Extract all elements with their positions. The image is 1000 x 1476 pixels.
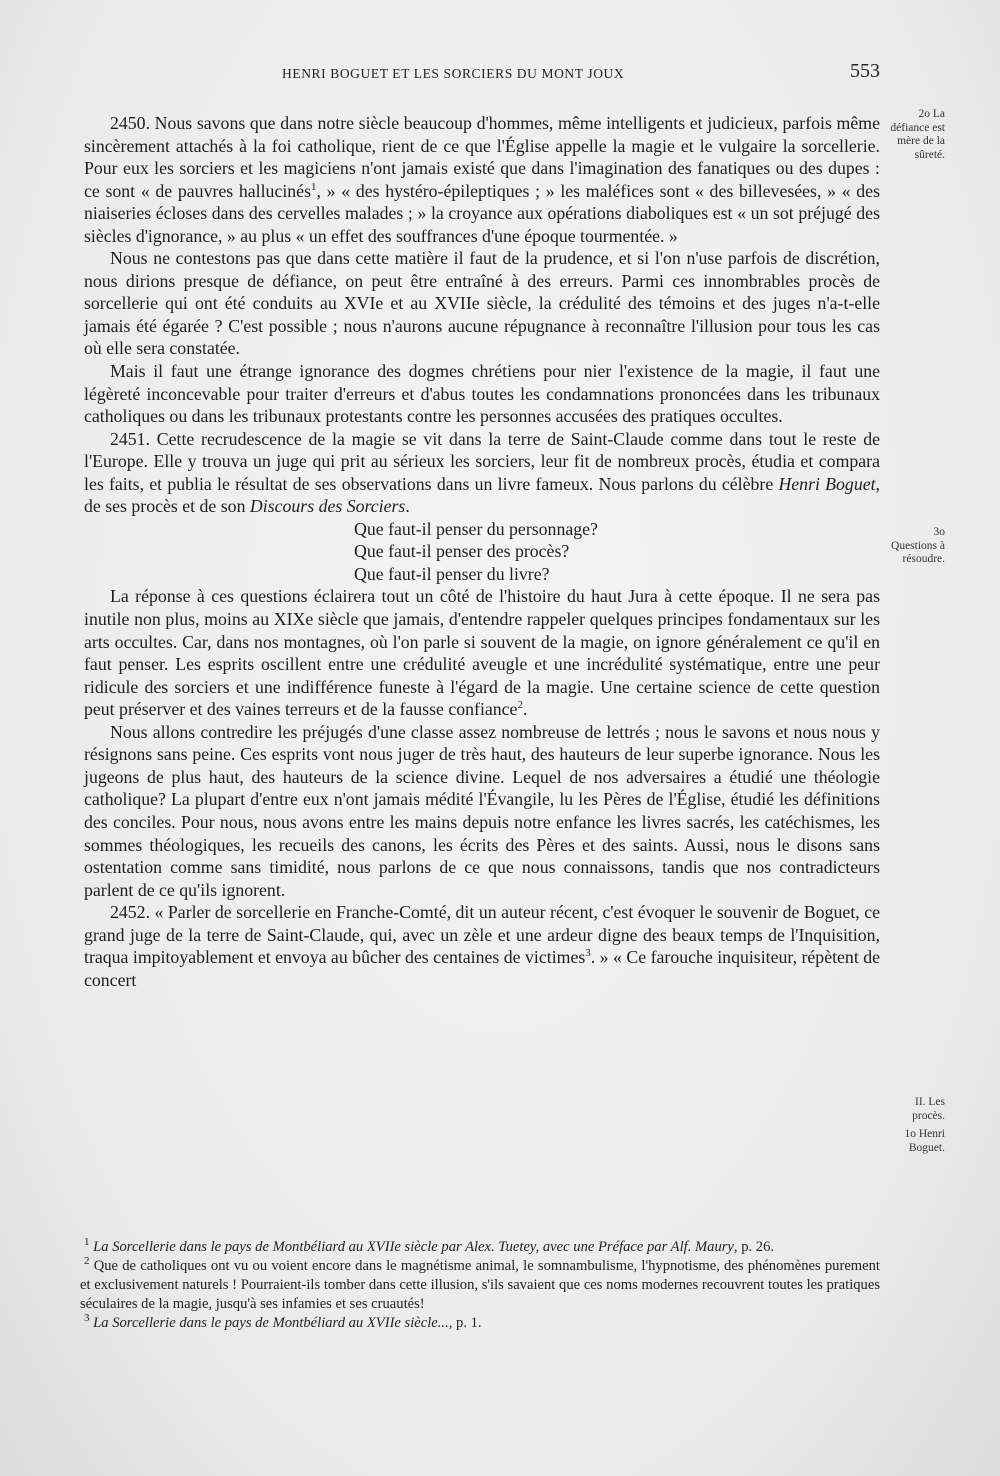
- footnote-ref-2: 2: [517, 699, 523, 712]
- page-number: 553: [850, 60, 880, 82]
- footnote-ref-1: 1: [311, 180, 317, 193]
- question-line: Que faut-il penser du personnage?: [354, 518, 598, 539]
- paragraph: Nous allons contredire les préjugés d'une classe assez nombreuse de lettrés ; nous le savons et nous nous y résignons sans peine. Ces esprits vont nous juger de très haut, des hauteurs de leur superbe ignorance. Nous les jugeons de plus haut, des hauteurs de la science divine. Lequel de nos adversaires a étudié une théologie catholique? La plupart d'entre eux n'ont jamais médité l'Évangile, lu les Pères de l'Église, étudié les définitions des conciles. Pour nous, nous avons entre les mains depuis notre enfance les livres sacrés, les catéchismes, les sommes théologiques, les recueils des canons, les écrits des Pères et des saints. Aussi, nous le disons sans ostentation comme sans timidité, nous parlons de ce que nous connaissons, tandis que nos contradicteurs parlent de ce qu'ils ignorent.: [84, 721, 880, 900]
- footnote-1: $^1$ La Sorcellerie dans le pays de Montbéliard au XVIIe siècle par Alex. Tuetey, avec une Préface par Alf. Maury, p. 26.: [84, 1236, 775, 1255]
- question-line: Que faut-il penser des procès?: [354, 541, 570, 562]
- question-line: Que faut-il penser du livre?: [354, 563, 550, 584]
- header-title: HENRI BOGUET ET LES SORCIERS DU MONT JOUX: [282, 66, 625, 81]
- paragraph-2451: 2451. Cette recrudescence de la magie se vit dans la terre de Saint-Claude comme dans tout le reste de l'Europe. Elle y trouva un juge qui prit au sérieux les sorciers, leur fit de nombreux procès, étudia et compara les faits, et publia le résultat de ses observations dans un livre fameux. Nous parlons du célèbre Henri Boguet, de ses procès et de son Discours des Sorciers.: [84, 428, 880, 517]
- paragraph: Mais il faut une étrange ignorance des dogmes chrétiens pour nier l'existence de la magie, il faut une légèreté inconcevable pour traiter d'erreurs et d'abus toutes les condamnations prononcées dans les tribunaux catholiques ou dans les tribunaux protestants contre les personnes accusées des pratiques occultes.: [84, 361, 880, 427]
- footnote-3: $^3$ La Sorcellerie dans le pays de Montbéliard au XVIIe siècle..., p. 1.: [84, 1312, 482, 1331]
- sidenote: II. Les procès.: [912, 1096, 945, 1122]
- footnote-2: $^2$ Que de catholiques ont vu ou voient encore dans le magnétisme animal, le somnambulisme, l'hypnotisme, des phénomènes purement et exclusivement naturels ! Pourraient-ils tomber dans cette illusion, s'ils savaient que ces noms modernes recouvrent toutes les pratiques séculaires de la magie, jusqu'à ses infamies et ses cruautés!: [80, 1255, 880, 1312]
- sidenote: 2o La défiance est mère de la sûreté.: [890, 108, 945, 161]
- sidenote: 3o Questions à résoudre.: [891, 526, 945, 565]
- footnote-ref-3: 3: [585, 947, 591, 960]
- main-text: [84, 112, 880, 991]
- italic-title: Discours des Sorciers: [249, 496, 406, 517]
- footnotes: [80, 1238, 880, 1333]
- sidenote: 1o Henri Boguet.: [904, 1128, 945, 1154]
- italic-name: Henri Boguet: [778, 473, 876, 494]
- paragraph-2452: 2452. « Parler de sorcellerie en Franche-Comté, dit un auteur récent, c'est évoquer le souvenir de Boguet, ce grand juge de la terre de Saint-Claude, qui, avec un zèle et une ardeur digne des beaux temps de l'Inquisition, traqua impitoyablement et envoya au bûcher des centaines de victimes$^3$. » « Ce farouche inquisiteur, répètent de concert: [84, 902, 880, 990]
- paragraph: La réponse à ces questions éclairera tout un côté de l'histoire du haut Jura à cette époque. Il ne sera pas inutile non plus, moins au XIXe siècle que jamais, d'entendre rappeler quelques principes fondamentaux sur les arts occultes. Car, dans nos montagnes, où l'on parle si souvent de la magie, on ignore généralement ce qu'il en faut penser. Les esprits oscillent entre une crédulité aveugle et une incrédulité systématique, entre une peur ridicule des sorciers et une indifférence funeste à l'égard de la magie. Une certaine science de cette question peut préserver et des vaines terreurs et de la fausse confiance$^2$.: [84, 586, 880, 720]
- paragraph-2450: 2450. Nous savons que dans notre siècle beaucoup d'hommes, même intelligents et judicieux, parfois même sincèrement attachés à la foi catholique, rient de ce que l'Église appelle la magie et le vulgaire la sorcellerie. Pour eux les sorciers et les magiciens n'ont jamais existé que dans l'imagination des fanatiques ou des dupes : ce sont « de pauvres hallucinés$^1$, » « des hystéro-épileptiques ; » les maléfices sont « des billevesées, » « des niaiseries écloses dans des cervelles malades ; » la croyance aux opérations diaboliques est « un sot préjugé des siècles d'ignorance, » au plus « un effet des souffrances d'une époque tourmentée. »: [84, 113, 880, 246]
- paragraph: Nous ne contestons pas que dans cette matière il faut de la prudence, et si l'on n'use parfois de discrétion, nous dirions presque de défiance, on peut être entraîné à des erreurs. Parmi ces innombrables procès de sorcellerie qui ont été conduits au XVIe et au XVIIe siècle, la crédulité des témoins et des juges n'a-t-elle jamais été égarée ? C'est possible ; nous n'aurons aucune répugnance à reconnaître l'illusion pour tous les cas où elle sera constatée.: [84, 248, 880, 359]
- running-header: [270, 60, 880, 88]
